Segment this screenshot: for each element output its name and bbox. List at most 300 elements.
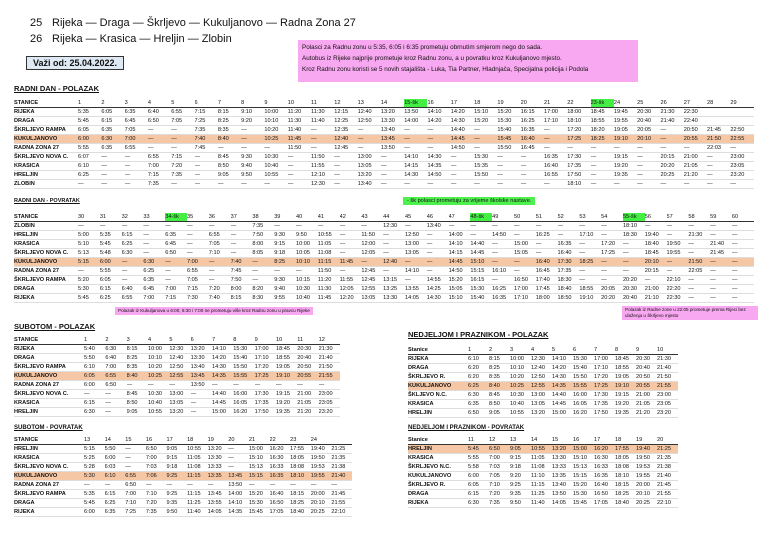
time-cell: 11:25 (187, 499, 208, 508)
time-cell: 11:25 (531, 490, 552, 499)
time-cell: 21:10 (645, 294, 667, 303)
time-cell: 18:40 (645, 240, 667, 249)
time-cell: 19:10 (614, 135, 637, 144)
time-cell: 17:00 (255, 345, 276, 354)
time-cell: — (297, 381, 318, 390)
table-header-row (408, 436, 678, 445)
time-cell: 6:50 (468, 409, 489, 418)
time-cell: 9:50 (166, 508, 187, 517)
time-cell: 5:30 (84, 472, 105, 481)
time-cell: — (732, 231, 754, 240)
time-cell: 19:55 (636, 472, 657, 481)
time-cell: 4 (148, 99, 171, 108)
time-cell: 11:40 (187, 508, 208, 517)
time-cell: 20:25 (660, 171, 683, 180)
time-cell: 14:10 (552, 355, 573, 364)
time-cell: 15:45 (573, 499, 594, 508)
time-cell: — (497, 162, 520, 171)
time-cell: 13:00 (169, 390, 190, 399)
time-cell: 19:15 (614, 153, 637, 162)
time-cell: 16:20 (573, 409, 594, 418)
time-cell: — (470, 231, 492, 240)
time-cell (730, 117, 754, 126)
time-cell: 11:15 (531, 481, 552, 490)
time-cell: 14:45 (212, 399, 233, 408)
time-cell: 17:50 (594, 409, 615, 418)
station-cell: DRAGA (14, 117, 78, 126)
time-cell: — (591, 162, 614, 171)
time-cell: 16:15 (521, 108, 544, 117)
time-cell: 17:50 (255, 408, 276, 417)
table-subotom-polazak (14, 336, 340, 417)
time-cell: 6:00 (105, 454, 126, 463)
time-cell: 10:55 (531, 445, 552, 454)
time-cell: 21:40 (657, 364, 678, 373)
time-cell: 6:05 (78, 126, 101, 135)
time-cell: 14:50 (492, 231, 514, 240)
time-cell: 37 (231, 213, 253, 222)
time-cell: 15:40 (470, 294, 492, 303)
time-cell: 15:40 (573, 364, 594, 373)
time-cell: 6 (573, 346, 594, 355)
time-cell: — (171, 126, 194, 135)
time-cell: 20 (521, 99, 544, 108)
time-cell: 45 (405, 213, 427, 222)
time-cell: 5:50 (84, 354, 105, 363)
time-cell: 10:55 (264, 171, 287, 180)
time-cell: 16:40 (270, 490, 291, 499)
time-cell: 6:00 (100, 258, 122, 267)
time-cell: 15:05 (514, 249, 536, 258)
time-cell: — (101, 171, 124, 180)
timetable (14, 436, 352, 517)
time-cell: — (427, 126, 450, 135)
time-cell: 14:10 (228, 499, 249, 508)
time-cell: 7:35 (252, 222, 274, 231)
time-cell: 16:35 (558, 240, 580, 249)
time-cell: 13:40 (358, 180, 381, 189)
time-cell: — (514, 258, 536, 267)
time-cell: — (166, 481, 187, 490)
station-cell: KRASICA (408, 400, 468, 409)
time-cell: 7:15 (187, 285, 209, 294)
time-cell: — (127, 381, 148, 390)
note-3: Kroz Radnu zonu koristi se 5 novih stajališta - Luka, Tia Partner, Hladnjača, Specijalna policija i Podola (302, 66, 589, 73)
time-cell: — (492, 240, 514, 249)
time-cell: — (171, 144, 194, 153)
time-cell: 13:40 (427, 222, 449, 231)
time-cell: 57 (667, 213, 689, 222)
time-cell: 14:35 (427, 162, 450, 171)
time-cell: — (404, 135, 427, 144)
time-cell: 13:45 (191, 372, 212, 381)
time-cell: 17:40 (536, 276, 558, 285)
time-cell: — (660, 144, 683, 153)
time-cell: 8:45 (218, 153, 241, 162)
time-cell: — (544, 135, 567, 144)
time-cell: 40 (296, 213, 318, 222)
time-cell: 6:15 (105, 490, 126, 499)
time-cell: 15:20 (573, 481, 594, 490)
time-cell: 20 (228, 436, 249, 445)
time-cell: 16:40 (544, 162, 567, 171)
time-cell: 15:10 (573, 454, 594, 463)
title-rd-pov: RADNI DAN - POVRATAK (14, 198, 80, 204)
time-cell: — (218, 144, 241, 153)
time-cell: 20:40 (297, 354, 318, 363)
time-cell: 20:20 (601, 294, 623, 303)
time-cell: 27 (684, 99, 707, 108)
time-cell: 19:20 (614, 162, 637, 171)
time-cell: — (228, 463, 249, 472)
time-cell: 12:40 (383, 258, 405, 267)
time-cell: 12:10 (311, 171, 334, 180)
time-cell: 21:38 (657, 463, 678, 472)
time-cell: 18 (615, 436, 636, 445)
time-cell: 21:05 (297, 399, 318, 408)
time-cell: 12:40 (358, 108, 381, 117)
time-cell: 18:45 (645, 249, 667, 258)
time-cell: — (125, 454, 146, 463)
time-cell: 11:15 (187, 472, 208, 481)
time-cell: 12 (319, 336, 340, 345)
station-cell: ŠKRLJEVO RAMPA (14, 126, 78, 135)
time-cell: — (521, 180, 544, 189)
time-cell: — (544, 144, 567, 153)
table-row (14, 126, 754, 135)
time-cell: — (274, 267, 296, 276)
time-cell: 9 (636, 346, 657, 355)
time-cell: 9 (255, 336, 276, 345)
time-cell: 14:45 (451, 135, 474, 144)
time-cell: 19:53 (311, 463, 332, 472)
time-cell: 12:00 (361, 240, 383, 249)
time-cell: — (125, 463, 146, 472)
time-cell: 1 (84, 336, 105, 345)
time-cell: 6:55 (122, 294, 144, 303)
station-cell: HRELJIN (408, 445, 468, 454)
time-cell: 54 (601, 213, 623, 222)
time-cell: 58 (688, 213, 710, 222)
time-cell: — (187, 222, 209, 231)
time-cell: — (288, 180, 311, 189)
time-cell: — (334, 153, 357, 162)
time-cell: 10:25 (264, 135, 287, 144)
time-cell: 7:35 (146, 508, 167, 517)
time-cell: 18:55 (615, 364, 636, 373)
time-cell: 23:20 (657, 409, 678, 418)
time-cell: 6:50 (489, 445, 510, 454)
time-cell: — (383, 249, 405, 258)
station-cell: RADNA ZONA 27 (14, 267, 78, 276)
time-cell: 5:15 (84, 445, 105, 454)
time-cell: — (125, 153, 148, 162)
station-cell: KRASICA (14, 454, 84, 463)
time-cell: 14:30 (451, 117, 474, 126)
time-cell: 9:25 (166, 490, 187, 499)
time-cell: 7:10 (146, 490, 167, 499)
station-cell: DRAGA (14, 285, 78, 294)
time-cell: 21:55 (657, 382, 678, 391)
time-cell: — (105, 408, 126, 417)
time-cell: 15:10 (470, 258, 492, 267)
time-cell: 16:40 (521, 135, 544, 144)
time-cell: 19:05 (615, 373, 636, 382)
time-cell: 9:10 (241, 108, 264, 117)
time-cell: 7:40 (195, 135, 218, 144)
time-cell: 19:40 (645, 231, 667, 240)
time-cell: 12:50 (169, 363, 190, 372)
time-cell: 10:40 (510, 400, 531, 409)
time-cell: — (264, 180, 287, 189)
time-cell: 19:05 (614, 126, 637, 135)
time-cell: — (195, 180, 218, 189)
time-cell: — (340, 240, 362, 249)
time-cell: 13:50 (228, 481, 249, 490)
time-cell: — (558, 222, 580, 231)
route-25: 25 Rijeka — Draga — Škrljevo — Kukuljanovo — Radna Zona 27 (30, 17, 356, 29)
time-cell: 14:20 (212, 354, 233, 363)
time-cell: 21:45 (331, 490, 352, 499)
station-cell: STANICE (14, 99, 78, 108)
time-cell: 21:55 (657, 490, 678, 499)
time-cell: 6:25 (105, 499, 126, 508)
table-header-row (408, 346, 678, 355)
time-cell: — (427, 144, 450, 153)
time-cell: 1 (468, 346, 489, 355)
time-cell: — (383, 240, 405, 249)
time-cell: 13:40 (552, 481, 573, 490)
time-cell: 7:15 (195, 108, 218, 117)
time-cell: 2 (489, 346, 510, 355)
time-cell: — (187, 249, 209, 258)
time-cell: 21:30 (660, 108, 683, 117)
time-cell: — (381, 180, 404, 189)
time-cell: 6:15 (468, 490, 489, 499)
time-cell: 8:35 (489, 373, 510, 382)
time-cell: 14:30 (404, 171, 427, 180)
time-cell: 6:30 (101, 135, 124, 144)
time-cell: 16:40 (558, 249, 580, 258)
time-cell: 17 (594, 436, 615, 445)
time-cell: 13:45 (381, 135, 404, 144)
time-cell: 14:05 (552, 499, 573, 508)
time-cell: — (474, 144, 497, 153)
time-cell: 15:30 (470, 285, 492, 294)
time-cell: — (288, 171, 311, 180)
time-cell: 14:40 (451, 126, 474, 135)
time-cell: 22 (270, 436, 291, 445)
time-cell: 20:10 (311, 499, 332, 508)
time-cell: — (383, 267, 405, 276)
time-cell: 18:08 (615, 463, 636, 472)
table-row (14, 144, 754, 153)
time-cell: 6:45 (125, 117, 148, 126)
time-cell: — (591, 144, 614, 153)
time-cell: — (340, 231, 362, 240)
note-1: Polasci za Radnu zonu u 5:35, 6:05 i 6:35 prometuju obrnutim smjerom nego do sada. (302, 44, 543, 51)
time-cell: 21:25 (331, 445, 352, 454)
time-cell: — (340, 267, 362, 276)
time-cell: 6:30 (468, 499, 489, 508)
time-cell: 17:55 (615, 445, 636, 454)
time-cell: 60 (732, 213, 754, 222)
time-cell: 18:20 (591, 126, 614, 135)
time-cell: — (405, 222, 427, 231)
time-cell: 5:58 (468, 463, 489, 472)
time-cell: 25 (637, 99, 660, 108)
time-cell: — (514, 222, 536, 231)
time-cell: 5:15 (78, 258, 100, 267)
time-cell: 21:40 (710, 240, 732, 249)
time-cell: 20:40 (623, 294, 645, 303)
time-cell: 7:40 (209, 294, 231, 303)
time-cell: 9:35 (510, 490, 531, 499)
time-cell: 16:35 (492, 294, 514, 303)
time-cell: 21:40 (657, 472, 678, 481)
time-cell: 13:35 (208, 472, 229, 481)
time-cell: 7:40 (231, 258, 253, 267)
time-cell: 16:50 (514, 276, 536, 285)
time-cell: 9:05 (489, 409, 510, 418)
time-cell: 12:35 (334, 126, 357, 135)
time-cell: — (492, 222, 514, 231)
time-cell: 10:55 (318, 231, 340, 240)
time-cell: 6:15 (101, 117, 124, 126)
time-cell: — (404, 144, 427, 153)
time-cell: 11:08 (531, 463, 552, 472)
time-cell: 17:10 (579, 231, 601, 240)
time-cell: — (318, 222, 340, 231)
time-cell: 21:25 (657, 445, 678, 454)
time-cell: 12:40 (169, 354, 190, 363)
station-cell: ŠKRLJEVO RAMPA (14, 363, 84, 372)
time-cell: — (101, 180, 124, 189)
time-cell: 9 (264, 99, 287, 108)
time-cell: 7:00 (148, 162, 171, 171)
time-cell: 39 (274, 213, 296, 222)
time-cell: 22:40 (684, 117, 707, 126)
time-cell: 18:50 (558, 294, 580, 303)
time-cell: 13:40 (191, 363, 212, 372)
time-cell: 15:13 (573, 463, 594, 472)
time-cell: 6:30 (143, 258, 165, 267)
time-cell: 15:30 (474, 153, 497, 162)
time-cell: 7:00 (125, 490, 146, 499)
time-cell: — (688, 294, 710, 303)
time-cell: 17:00 (594, 355, 615, 364)
time-cell: — (209, 276, 231, 285)
time-cell: 6:55 (171, 108, 194, 117)
time-cell: 19:10 (615, 382, 636, 391)
time-cell: 22:10 (331, 508, 352, 517)
time-cell: — (105, 481, 126, 490)
time-cell: 8:25 (489, 364, 510, 373)
station-cell: ŠKLJEVO N.C. (408, 391, 468, 400)
time-cell: 21:00 (636, 391, 657, 400)
time-cell: 11:55 (340, 276, 362, 285)
time-cell: 16:20 (594, 445, 615, 454)
table-radni-dan-polazak (14, 99, 754, 189)
time-cell: 16:05 (233, 399, 254, 408)
time-cell: 13:33 (552, 463, 573, 472)
time-cell: 15:15 (249, 472, 270, 481)
time-cell: 15:30 (573, 490, 594, 499)
time-cell: 9:05 (166, 445, 187, 454)
time-cell: 16:00 (573, 391, 594, 400)
time-cell: 7:05 (125, 126, 148, 135)
table-row (14, 454, 352, 463)
time-cell: — (614, 180, 637, 189)
time-cell: 20 (657, 436, 678, 445)
time-cell: 17 (166, 436, 187, 445)
time-cell: 21:40 (319, 354, 340, 363)
time-cell: — (148, 381, 169, 390)
time-cell: 19:50 (311, 454, 332, 463)
time-cell: — (688, 285, 710, 294)
time-cell: 20:00 (311, 490, 332, 499)
time-cell: 18:25 (591, 135, 614, 144)
time-cell: 17:10 (514, 294, 536, 303)
time-cell: 17:30 (558, 258, 580, 267)
time-cell: 8:15 (127, 345, 148, 354)
time-cell: 35 (187, 213, 209, 222)
time-cell: 17:25 (567, 135, 590, 144)
time-cell: 19:55 (667, 249, 689, 258)
table-row (408, 373, 678, 382)
time-cell: 10:30 (510, 391, 531, 400)
time-cell: 13:20 (552, 445, 573, 454)
time-cell: 7:45 (195, 144, 218, 153)
time-cell: 8:25 (127, 354, 148, 363)
time-cell: 12:45 (361, 267, 383, 276)
time-cell: 14:10 (405, 267, 427, 276)
time-cell: 20:25 (636, 499, 657, 508)
time-cell: — (255, 381, 276, 390)
time-cell: — (707, 162, 730, 171)
table-row (408, 409, 678, 418)
time-cell: 7:05 (209, 240, 231, 249)
time-cell: 16:45 (521, 144, 544, 153)
time-cell: 12:25 (334, 117, 357, 126)
time-cell: 8:45 (489, 391, 510, 400)
time-cell: 19:35 (614, 171, 637, 180)
time-cell: 6:15 (100, 285, 122, 294)
time-cell: — (122, 258, 144, 267)
time-cell: 15:20 (497, 108, 520, 117)
time-cell: — (623, 249, 645, 258)
time-cell: — (233, 381, 254, 390)
station-cell: DRAGA (14, 499, 84, 508)
time-cell: 13:05 (169, 399, 190, 408)
time-cell: 14:20 (451, 108, 474, 117)
time-cell: — (125, 180, 148, 189)
time-cell: — (358, 135, 381, 144)
time-cell: — (143, 222, 165, 231)
time-cell: 13:45 (228, 472, 249, 481)
time-cell: 43 (361, 213, 383, 222)
time-cell: 15:30 (497, 117, 520, 126)
time-cell (707, 108, 730, 117)
time-cell: — (405, 258, 427, 267)
time-cell: 13:35 (552, 472, 573, 481)
time-cell: 6:25 (78, 171, 101, 180)
time-cell: 9:30 (274, 276, 296, 285)
station-cell: KUKULJANOVO (408, 382, 468, 391)
time-cell: 16:33 (594, 463, 615, 472)
time-cell: 18:55 (579, 285, 601, 294)
time-cell: 13:30 (208, 454, 229, 463)
